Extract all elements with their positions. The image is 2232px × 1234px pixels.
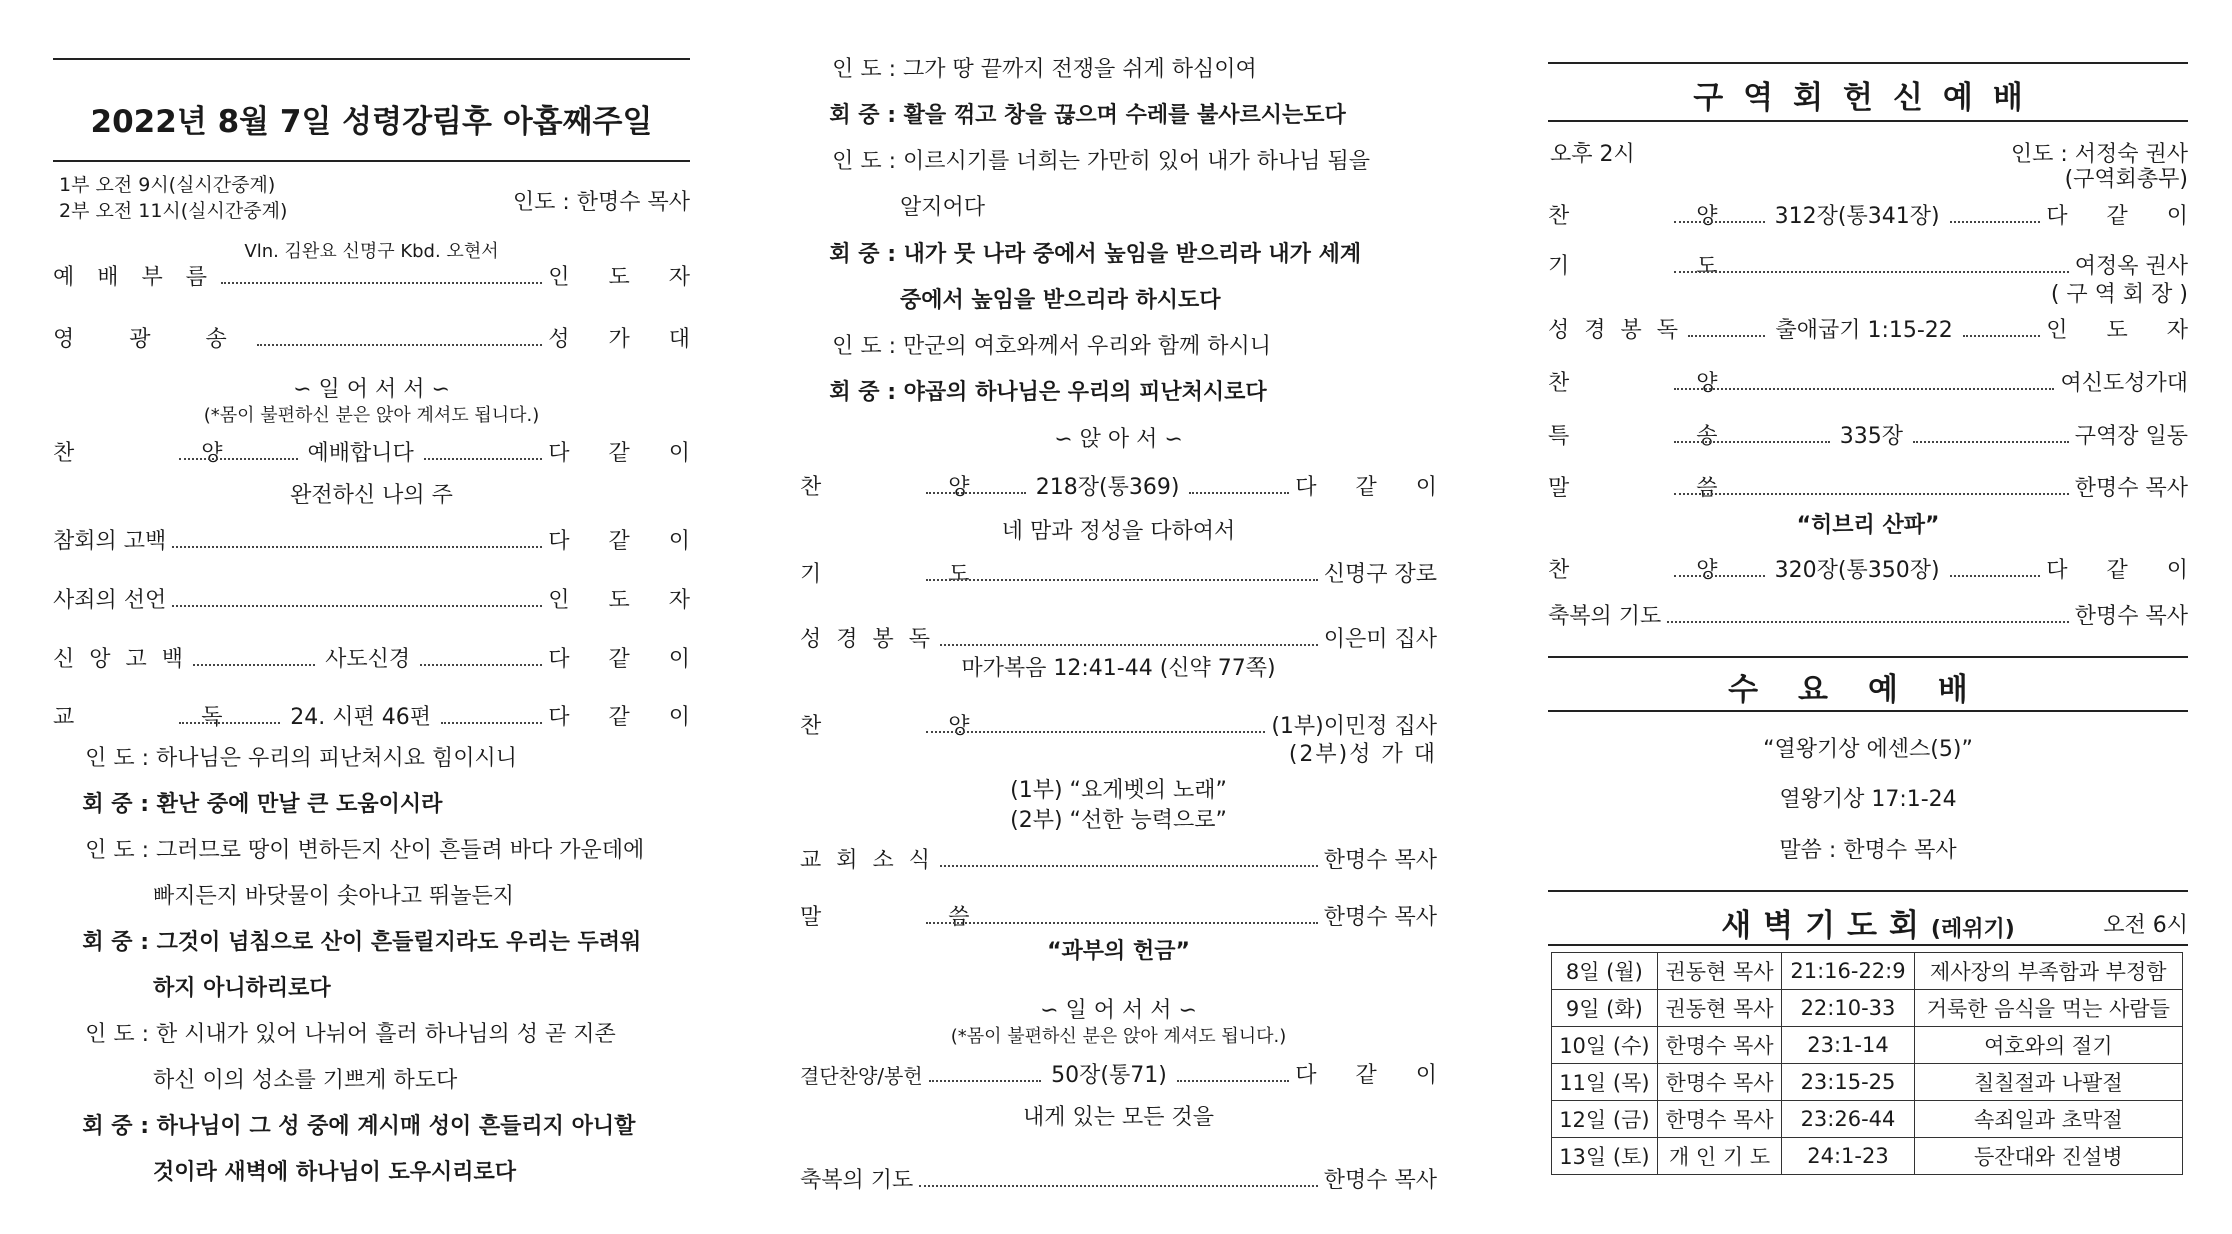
order-item — [53, 527, 706, 557]
table-cell: 등잔대와 진설병 — [1914, 1138, 2182, 1175]
worship-leader: 인도 : 서정숙 권사 — [2010, 142, 2188, 167]
wednesday-scripture: 열왕기상 17:1-24 — [1779, 787, 1957, 812]
table-cell: 11일 (목) — [1552, 1064, 1658, 1101]
table-cell: 22:10-33 — [1782, 990, 1914, 1027]
order-item-person: 인 도 자 — [548, 265, 706, 290]
order-item — [53, 586, 706, 616]
responsive-line — [800, 101, 1437, 131]
responsive-line — [53, 744, 690, 774]
responsive-continuation: 빠지든지 바닷물이 솟아나고 뛰놀든지 — [153, 884, 515, 909]
responsive-continuation: 하지 아니하리로다 — [153, 976, 331, 1001]
dot-leader — [940, 865, 1318, 867]
service-1-time: 1부 오전 9시(실시간중계) — [59, 174, 276, 196]
order-item-label: 축복의 기도 — [1548, 604, 1662, 629]
table-cell: 여호와의 절기 — [1914, 1027, 2182, 1064]
table-cell: 칠칠절과 나팔절 — [1914, 1064, 2182, 1101]
table-cell: 23:26-44 — [1782, 1101, 1914, 1138]
responsive-speaker: 인 도 : — [85, 1022, 149, 1047]
table-cell: 거룩한 음식을 먹는 사람들 — [1914, 990, 2182, 1027]
dot-leader — [1913, 441, 2069, 443]
table-row — [1552, 1064, 2183, 1101]
order-item — [1548, 422, 2188, 452]
rule — [1548, 656, 2188, 658]
order-item — [53, 325, 706, 355]
order-item — [800, 903, 1437, 933]
order-item-person: 구역장 일동 — [2074, 424, 2189, 449]
order-item-label: 말 씀 — [800, 905, 1030, 930]
dot-leader — [424, 458, 543, 460]
order-item-detail: 312장(통341장) — [1774, 204, 1940, 229]
order-item — [1548, 602, 2188, 632]
table-cell: 8일 (월) — [1552, 953, 1658, 990]
order-item — [53, 263, 706, 293]
dot-leader — [919, 1185, 1317, 1187]
table-cell: 권동현 목사 — [1657, 953, 1782, 990]
order-item-detail: 출애굽기 1:15-22 — [1775, 318, 1953, 343]
order-item-label: 축복의 기도 — [800, 1168, 914, 1193]
table-cell: 9일 (화) — [1552, 990, 1658, 1027]
hymn-subtitle: 완전하신 나의 주 — [290, 483, 453, 508]
responsive-speaker: 회 중 : — [829, 242, 896, 267]
anthem-1: (1부) “요게벳의 노래” — [1010, 778, 1227, 803]
order-item-detail: 24. 시편 46편 — [290, 705, 431, 730]
sit-instruction: ∽ 앉 아 서 ∽ — [1054, 427, 1183, 452]
rule — [1548, 62, 2188, 64]
responsive-text: 하나님이 그 성 중에 계시매 성이 흔들리지 아니할 — [156, 1114, 636, 1139]
scripture-reference: 마가복음 12:41-44 (신약 77쪽) — [961, 656, 1276, 681]
responsive-text: 그것이 넘침으로 산이 흔들릴지라도 우리는 두려워 — [156, 930, 642, 955]
order-item — [800, 1061, 1453, 1091]
dot-leader — [179, 722, 280, 724]
choir-service-2: (2부)성 가 대 — [1288, 742, 1437, 767]
order-item-person: (1부)이민정 집사 — [1271, 714, 1437, 739]
order-item-label: 교 회 소 식 — [800, 848, 934, 873]
table-cell: 개 인 기 도 — [1657, 1138, 1782, 1175]
dot-leader — [1950, 221, 2041, 223]
table-cell: 21:16-22:9 — [1782, 953, 1914, 990]
order-item-person: 인 도 자 — [2046, 318, 2204, 343]
order-item-label: 성 경 봉 독 — [800, 627, 934, 652]
table-cell: 속죄일과 초막절 — [1914, 1101, 2182, 1138]
responsive-text: 하나님은 우리의 피난처시요 힘이시니 — [156, 746, 518, 771]
order-item-person: 다 같 이 — [1295, 1063, 1453, 1088]
leader-role: (구역회총무) — [2064, 167, 2188, 192]
rule-top — [53, 58, 690, 60]
dot-leader — [221, 282, 542, 284]
responsive-speaker: 회 중 : — [829, 103, 896, 128]
responsive-text: 이르시기를 너희는 가만히 있어 내가 하나님 됨을 — [903, 149, 1371, 174]
stand-note: (*몸이 불편하신 분은 앉아 계셔도 됩니다.) — [203, 405, 540, 426]
responsive-line — [800, 378, 1437, 408]
table-cell: 권동현 목사 — [1657, 990, 1782, 1027]
stand-instruction: ∽ 일 어 서 서 ∽ — [1040, 998, 1197, 1023]
dot-leader — [1674, 441, 1830, 443]
responsive-speaker: 인 도 : — [85, 838, 149, 863]
wednesday-sermon: “열왕기상 에센스(5)” — [1763, 737, 1973, 762]
sermon-title: “과부의 헌금” — [1047, 939, 1190, 964]
order-item — [800, 1166, 1437, 1196]
dot-leader — [172, 546, 542, 548]
responsive-text: 내가 뭇 나라 중에서 높임을 받으리라 내가 세계 — [903, 242, 1362, 267]
dot-leader — [1674, 221, 1765, 223]
order-item-detail: 사도신경 — [325, 647, 411, 672]
dot-leader — [1674, 388, 2054, 390]
order-item-label: 찬 양 — [1548, 558, 1778, 583]
responsive-text: 그러므로 땅이 변하든지 산이 흔들려 바다 가운데에 — [156, 838, 645, 863]
rule — [1548, 944, 2188, 946]
order-item — [800, 560, 1437, 590]
order-item-person: 다 같 이 — [548, 529, 706, 554]
table-cell: 12일 (금) — [1552, 1101, 1658, 1138]
responsive-line — [800, 240, 1437, 270]
order-item-person: 신명구 장로 — [1323, 562, 1437, 587]
dawn-prayer-book: (레위기) — [1930, 917, 2015, 942]
order-item-label: 특 송 — [1548, 424, 1778, 449]
sermon-title: “히브리 산파” — [1796, 513, 1940, 538]
wednesday-preacher: 말씀 : 한명수 목사 — [1779, 838, 1957, 863]
responsive-continuation: 하신 이의 성소를 기쁘게 하도다 — [153, 1068, 458, 1093]
table-cell: 한명수 목사 — [1657, 1101, 1782, 1138]
order-item-label: 기 도 — [1548, 254, 1778, 279]
dot-leader — [926, 492, 1026, 494]
order-item-person: 다 같 이 — [548, 705, 707, 730]
order-item-detail: 320장(통350장) — [1774, 558, 1940, 583]
table-row — [1552, 953, 2183, 990]
order-item-person: 다 같 이 — [2046, 204, 2204, 229]
order-item-person: 성 가 대 — [548, 327, 706, 352]
order-item-label: 신 앙 고 백 — [53, 647, 187, 672]
order-item-person: 한명수 목사 — [2074, 604, 2188, 629]
order-item-label: 영 광 송 — [53, 327, 251, 352]
offering-subtitle: 내게 있는 모든 것을 — [1023, 1105, 1214, 1130]
stand-note: (*몸이 불편하신 분은 앉아 계셔도 됩니다.) — [950, 1026, 1287, 1047]
table-row — [1552, 1138, 2183, 1175]
dot-leader — [193, 664, 315, 666]
order-item-person: 한명수 목사 — [2074, 476, 2188, 501]
responsive-line — [53, 836, 690, 866]
rule — [1548, 890, 2188, 892]
service-time: 오후 2시 — [1550, 142, 1635, 167]
responsive-speaker: 인 도 : — [832, 57, 896, 82]
order-item-person: 여신도성가대 — [2060, 371, 2188, 396]
order-item-person: 한명수 목사 — [1323, 848, 1437, 873]
dot-leader — [1950, 575, 2041, 577]
order-item-detail: 335장 — [1839, 424, 1903, 449]
dot-leader — [1674, 575, 1765, 577]
worship-leader: 인도 : 한명수 목사 — [512, 190, 690, 215]
order-item-label: 교 독 — [53, 705, 283, 730]
order-item — [800, 712, 1437, 742]
dot-leader — [1189, 492, 1289, 494]
dot-leader — [1177, 1080, 1289, 1082]
dot-leader — [1667, 621, 2068, 623]
order-item — [53, 439, 707, 469]
table-row — [1552, 1101, 2183, 1138]
responsive-speaker: 회 중 : — [82, 1114, 149, 1139]
order-item-label: 찬 양 — [53, 441, 283, 466]
order-item-label: 성 경 봉 독 — [1548, 318, 1682, 343]
order-item-label: 참회의 고백 — [53, 529, 167, 554]
table-cell: 제사장의 부족함과 부정함 — [1914, 953, 2182, 990]
responsive-line — [53, 790, 690, 820]
table-cell: 24:1-23 — [1782, 1138, 1914, 1175]
responsive-text: 만군의 여호와께서 우리와 함께 하시니 — [903, 334, 1272, 359]
responsive-line — [53, 1020, 690, 1050]
responsive-line — [800, 147, 1437, 177]
responsive-speaker: 인 도 : — [85, 746, 149, 771]
order-item — [1548, 556, 2204, 586]
table-row — [1552, 1027, 2183, 1064]
rule — [1548, 120, 2188, 122]
order-item-label: 찬 양 — [800, 714, 1030, 739]
order-item — [1548, 316, 2204, 346]
responsive-line — [800, 332, 1437, 362]
responsive-text: 한 시내가 있어 나뉘어 흘러 하나님의 성 곧 지존 — [156, 1022, 616, 1047]
anthem-2: (2부) “선한 능력으로” — [1010, 808, 1227, 833]
district-service-title: 구역회헌신예배 — [1693, 80, 2043, 116]
responsive-continuation: 것이라 새벽에 하나님이 도우시리로다 — [153, 1160, 517, 1185]
responsive-speaker: 회 중 : — [829, 380, 896, 405]
order-item-person: 이은미 집사 — [1323, 627, 1437, 652]
dot-leader — [172, 605, 542, 607]
stand-instruction: ∽ 일 어 서 서 ∽ — [293, 377, 450, 402]
order-item-label: 예 배 부 름 — [53, 265, 215, 290]
responsive-line — [800, 55, 1437, 85]
order-item — [53, 645, 707, 675]
responsive-continuation: 알지어다 — [900, 195, 986, 220]
responsive-text: 그가 땅 끝까지 전쟁을 쉬게 하심이여 — [903, 57, 1257, 82]
order-item-detail: 218장(통369) — [1035, 475, 1180, 500]
order-item-person: 다 같 이 — [2046, 558, 2204, 583]
dot-leader — [926, 731, 1265, 733]
responsive-speaker: 회 중 : — [82, 930, 149, 955]
order-item — [1548, 202, 2204, 232]
responsive-speaker: 회 중 : — [82, 792, 149, 817]
order-item-label: 사죄의 선언 — [53, 588, 167, 613]
page-title: 2022년 8월 7일 성령강림후 아홉째주일 — [90, 104, 653, 140]
order-item-label: 찬 양 — [1548, 371, 1778, 396]
table-row — [1552, 990, 2183, 1027]
wednesday-service-title: 수요예배 — [1728, 672, 2008, 708]
order-item — [800, 473, 1453, 503]
table-cell: 23:15-25 — [1782, 1064, 1914, 1101]
order-item — [1548, 474, 2188, 504]
dot-leader — [926, 579, 1318, 581]
dawn-prayer-title: 새벽기도회 — [1721, 908, 1931, 944]
dawn-prayer-time: 오전 6시 — [2103, 913, 2188, 938]
responsive-text: 야곱의 하나님은 우리의 피난처시로다 — [903, 380, 1267, 405]
dawn-prayer-schedule — [1551, 952, 2183, 1175]
responsive-line — [53, 1112, 690, 1142]
table-cell: 23:1-14 — [1782, 1027, 1914, 1064]
dot-leader — [441, 722, 542, 724]
dot-leader — [179, 458, 298, 460]
order-item-label: 말 씀 — [1548, 476, 1778, 501]
service-2-time: 2부 오전 11시(실시간중계) — [59, 200, 288, 222]
order-item-detail: 예배합니다 — [307, 441, 414, 466]
dot-leader — [257, 344, 543, 346]
responsive-continuation: 중에서 높임을 받으리라 하시도다 — [900, 288, 1221, 313]
responsive-line — [53, 928, 690, 958]
order-item-person: 여정옥 권사 — [2074, 254, 2188, 279]
responsive-speaker: 인 도 : — [832, 334, 896, 359]
dot-leader — [1688, 335, 1765, 337]
table-cell: 13일 (토) — [1552, 1138, 1658, 1175]
table-cell: 한명수 목사 — [1657, 1027, 1782, 1064]
order-item-label: 기 도 — [800, 562, 1030, 587]
dot-leader — [1674, 493, 2069, 495]
dot-leader — [420, 664, 542, 666]
hymn-subtitle: 네 맘과 정성을 다하여서 — [1001, 519, 1236, 544]
order-item-person: 다 같 이 — [1295, 475, 1453, 500]
order-item — [800, 625, 1437, 655]
table-cell: 10일 (수) — [1552, 1027, 1658, 1064]
order-item-label: 결단찬양/봉헌 — [800, 1064, 923, 1088]
table-cell: 한명수 목사 — [1657, 1064, 1782, 1101]
order-item-person: 한명수 목사 — [1323, 1168, 1437, 1193]
order-item — [800, 846, 1437, 876]
rule-under-title — [53, 160, 690, 162]
dot-leader — [1674, 271, 2069, 273]
order-item — [53, 703, 707, 733]
dot-leader — [926, 922, 1318, 924]
order-item-person: 한명수 목사 — [1323, 905, 1437, 930]
order-item-person: 다 같 이 — [548, 647, 707, 672]
order-item — [1548, 369, 2188, 399]
responsive-text: 활을 꺾고 창을 끊으며 수레를 불사르시는도다 — [903, 103, 1346, 128]
musicians: Vln. 김완요 신명구 Kbd. 오현서 — [244, 241, 499, 262]
responsive-speaker: 인 도 : — [832, 149, 896, 174]
order-item-detail: 50장(통71) — [1051, 1063, 1167, 1088]
responsive-text: 환난 중에 만날 큰 도움이시라 — [156, 792, 443, 817]
prayer-role: ( 구 역 회 장 ) — [2050, 282, 2188, 307]
dot-leader — [940, 644, 1318, 646]
order-item-label: 찬 양 — [800, 475, 1030, 500]
order-item-person: 다 같 이 — [548, 441, 707, 466]
dot-leader — [929, 1080, 1041, 1082]
order-item-label: 찬 양 — [1548, 204, 1778, 229]
rule — [1548, 710, 2188, 712]
order-item-person: 인 도 자 — [548, 588, 706, 613]
dot-leader — [1963, 335, 2040, 337]
